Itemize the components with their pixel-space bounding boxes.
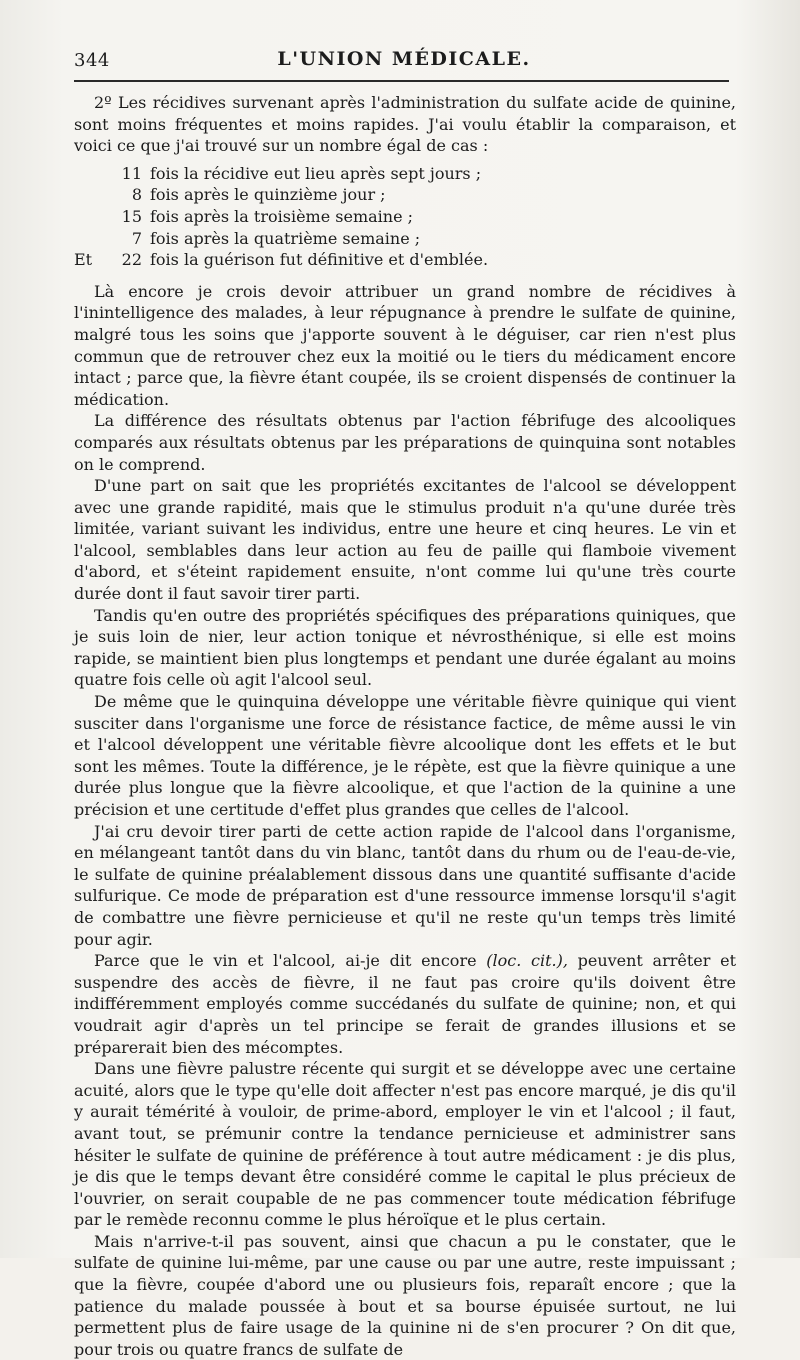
paragraph: Tandis qu'en outre des propriétés spécifiques des préparations quiniques, que je suis loin de nier, leur action tonique et névrosthénique, si elle est moins rapide, se maintient bien plus longtemps et pendant une durée égalant au moins quatre fois celle où agit l'alcool seul.	[74, 605, 736, 690]
paragraph: Mais n'arrive-t-il pas souvent, ainsi que chacun a pu le constater, que le sulfate de quinine lui-même, par une cause ou par une autre, reste impuissant ; que la fièvre, coupée d'abord une ou plusieurs fois, reparaît encore ; que la patience du malade poussée à bout et sa bourse épuisée surtout, ne lui permettent plus de faire usage de la quinine ni de s'en procurer ? On dit que, pour trois ou quatre francs de sulfate de	[74, 1231, 736, 1359]
case-text: fois après la troisième semaine ;	[150, 206, 414, 226]
page-number: 344	[74, 50, 110, 71]
running-head	[74, 42, 734, 76]
case-text: fois la récidive eut lieu après sept jours ;	[150, 163, 482, 183]
paragraph-text: peuvent arrêter et suspendre des accès de fièvre, il ne faut pas croire qu'ils doivent être indifféremment employés comme succédanés du sulfate de quinine; non, et qui voudrait agir d'après un tel principe se ferait de grandes illusions et se préparerait bien des mécomptes.	[74, 951, 736, 1057]
paragraph: La différence des résultats obtenus par l'action fébrifuge des alcooliques comparés aux résultats obtenus par les préparations de quinquina sont notables on le comprend.	[74, 411, 736, 474]
paragraph-text: Parce que le vin et l'alcool, ai-je dit encore	[94, 951, 487, 971]
case-prefix	[74, 228, 114, 250]
case-count: 15	[121, 206, 142, 226]
case-count: 8	[131, 185, 142, 205]
case-count: 7	[131, 228, 142, 248]
case-count: 22	[121, 250, 142, 270]
paragraph: D'une part on sait que les propriétés excitantes de l'alcool se développent avec une grande rapidité, mais que le stimulus produit n'a qu'une durée très limitée, variant suivant les individus, entre une heure et cinq heures. Le vin et l'alcool, semblables dans leur action au feu de paille qui flamboie vivement d'abord, et s'éteint rapidement ensuite, n'ont comme lui qu'une très courte durée dont il faut savoir tirer parti.	[74, 476, 736, 604]
case-line	[74, 163, 736, 185]
case-list	[74, 163, 736, 271]
article-body	[74, 92, 736, 1360]
paragraph: Là encore je crois devoir attribuer un grand nombre de récidives à l'inintelligence des malades, à leur répugnance à prendre le sulfate de quinine, malgré tous les soins que j'apporte souvent à le déguiser, car rien n'est plus commun que de retrouver chez eux la moitié ou le tiers du médicament encore intact ; parce que, la fièvre étant coupée, ils se croient dispensés de continuer la médication.	[74, 281, 736, 409]
paragraph: De même que le quinquina développe une véritable fièvre quinique qui vient susciter dans l'organisme une force de résistance factice, de même aussi le vin et l'alcool développent une véritable fièvre alcoolique dont les effets et le but sont les mêmes. Toute la différence, je le répète, est que la fièvre quinique a une durée plus longue que la fièvre alcoolique, et que l'action de la quinine a une précision et une certitude d'effet plus grandes que celles de l'alcool.	[74, 692, 736, 819]
case-text: fois après le quinzième jour ;	[150, 185, 386, 205]
citation: (loc. cit.),	[486, 951, 568, 971]
case-line	[74, 184, 736, 206]
case-prefix	[74, 206, 114, 228]
case-prefix	[74, 184, 114, 206]
case-line	[74, 249, 736, 271]
intro-paragraph: 2º Les récidives survenant après l'administration du sulfate acide de quinine, sont moins fréquentes et moins rapides. J'ai voulu établir la comparaison, et voici ce que j'ai trouvé sur un nombre égal de cas :	[74, 93, 736, 156]
case-prefix	[74, 163, 114, 185]
paragraph: Dans une fièvre palustre récente qui surgit et se développe avec une certaine acuité, alors que le type qu'elle doit affecter n'est pas encore marqué, je dis qu'il y aurait témérité à vouloir, de prime-abord, employer le vin et l'alcool ; il faut, avant tout, se prémunir contre la tendance pernicieuse et administrer sans hésiter le sulfate de quinine de préférence à tout autre médicament : je dis plus, je dis que le temps devant être considéré comme le capital le plus précieux de l'ouvrier, on serait coupable de ne pas commencer toute médication fébrifuge par le remède reconnu comme le plus héroïque et le plus certain.	[74, 1059, 736, 1230]
case-prefix: Et	[74, 250, 93, 270]
paragraph-with-citation	[74, 950, 736, 1058]
case-text: fois après la quatrième semaine ;	[150, 228, 421, 248]
header-rule	[74, 80, 729, 82]
case-line	[74, 228, 736, 250]
case-line	[74, 206, 736, 228]
case-text: fois la guérison fut définitive et d'emblée.	[150, 250, 489, 270]
case-count: 11	[121, 163, 142, 183]
paragraph: J'ai cru devoir tirer parti de cette action rapide de l'alcool dans l'organisme, en mélangeant tantôt dans du vin blanc, tantôt dans du rhum ou de l'eau-de-vie, le sulfate de quinine préalablement dissous dans une quantité suffisante d'acide sulfurique. Ce mode de préparation est d'une ressource immense lorsqu'il s'agit de combattre une fièvre pernicieuse et qu'il ne reste qu'un temps très limité pour agir.	[74, 821, 736, 949]
journal-title: L'UNION MÉDICALE.	[277, 48, 531, 70]
